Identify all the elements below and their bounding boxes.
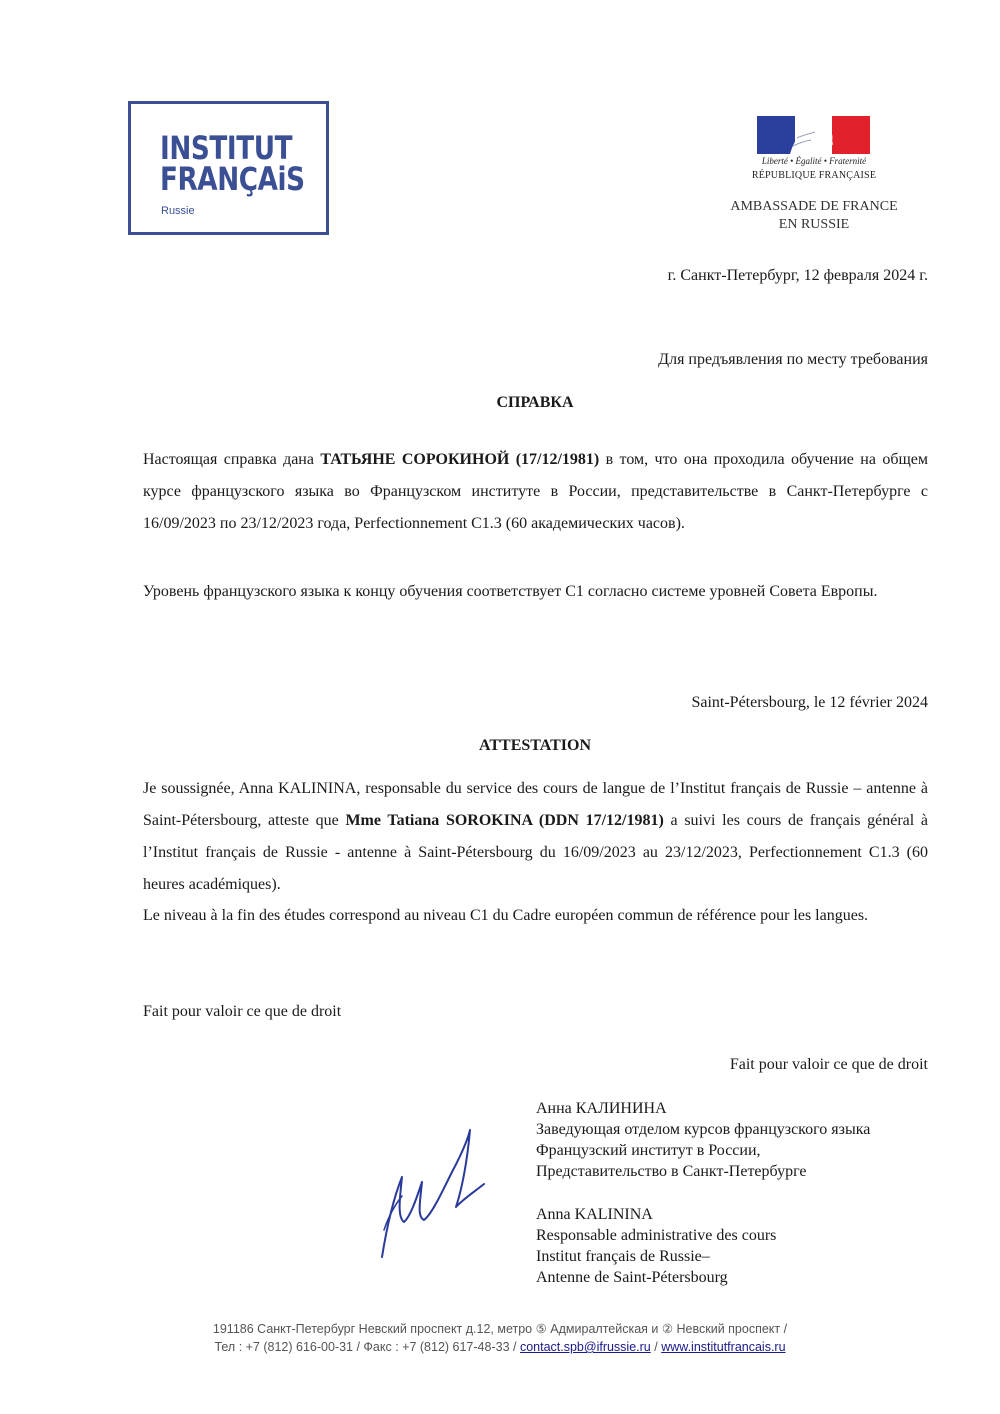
ru-title: СПРАВКА — [496, 394, 574, 411]
footer-separator: / — [650, 1340, 662, 1354]
signatory-fr-name: Anna KALININA — [536, 1206, 653, 1223]
signatory-ru-name: Анна КАЛИНИНА — [536, 1100, 667, 1117]
signatory-ru-branch: Представительство в Санкт-Петербурге — [536, 1163, 807, 1180]
footer-website-link[interactable]: www.institutfrancais.ru — [661, 1340, 786, 1354]
marianne-emblem-icon — [757, 116, 870, 154]
ru-paragraph-2: Уровень французского языка к концу обучения соответствует С1 согласно системе уровней Совета Европы. — [143, 583, 878, 600]
closing-left: Fait pour valoir ce que de droit — [143, 1003, 342, 1020]
ru-para1-pre: Настоящая справка дана — [143, 451, 321, 468]
fr-para1-pre: Je soussignée, Anna KALININA, responsable du service des cours de langue de l’Institut français de Russie – antenne à Saint-Pétersbourg, atteste que — [143, 780, 928, 829]
signatory-ru-role: Заведующая отделом курсов французского языка — [536, 1121, 871, 1138]
signatory-ru — [536, 1098, 870, 1182]
signatory-fr-role: Responsable administrative des cours — [536, 1227, 777, 1244]
fr-para1-post: a suivi les cours de français général à l’Institut français de Russie - antenne à Saint-Pétersbourg du 16/09/2023 au 23/12/2023, Perfectionnement C1.3 (60 heures académiques). — [143, 812, 929, 893]
footer-phone-fax: Тел : +7 (812) 616-00-31 / Факс : +7 (812) 617-48-33 / — [214, 1340, 520, 1354]
signatory-fr-branch: Antenne de Saint-Pétersbourg — [536, 1269, 728, 1286]
ru-paragraph-1 — [143, 444, 928, 540]
institut-francais-logo — [128, 101, 329, 235]
signatory-ru-org: Французский институт в России, — [536, 1142, 761, 1159]
fr-paragraph-2: Le niveau à la fin des études correspond au niveau C1 du Cadre européen commun de référence pour les langues. — [143, 907, 869, 924]
footer-email-link[interactable]: contact.spb@ifrussie.ru — [519, 1340, 651, 1354]
embassy-line1: AMBASSADE DE FRANCE — [730, 199, 898, 214]
logo-sub: Russie — [161, 205, 195, 217]
ru-addressee: Для предъявления по месту требования — [658, 351, 928, 368]
republic-motto: Liberté • Égalité • Fraternité — [761, 156, 867, 166]
fr-student-name: Mme Tatiana SOROKINA (DDN 17/12/1981) — [345, 812, 664, 829]
fr-place-date: Saint-Pétersbourg, le 12 février 2024 — [691, 694, 928, 711]
logo-line2: FRANÇAiS — [160, 160, 305, 198]
embassy-name — [700, 198, 928, 234]
fr-paragraph-1 — [143, 773, 928, 901]
ru-student-name: ТАТЬЯНЕ СОРОКИНОЙ (17/12/1981) — [320, 451, 600, 468]
handwritten-signature — [372, 1122, 492, 1262]
closing-right: Fait pour valoir ce que de droit — [729, 1056, 928, 1073]
embassy-line2: EN RUSSIE — [778, 217, 850, 232]
footer-address: 191186 Санкт-Петербург Невский проспект д.12, метро ⑤ Адмиралтейская и ② Невский проспект / — [212, 1322, 788, 1336]
footer-contacts — [0, 1338, 1000, 1356]
logo-line1: INSTITUT — [160, 129, 293, 167]
ru-para1-post: в том, что она проходила обучение на общем курсе французского языка во Французском институте в России, представительстве в Санкт-Петербурге с 16/09/2023 по 23/12/2023 года, Perfectionnement C1.3 (60 академических часов). — [143, 451, 929, 532]
signatory-fr-org: Institut français de Russie– — [536, 1248, 710, 1265]
fr-title: ATTESTATION — [478, 737, 592, 754]
signatory-fr — [536, 1204, 776, 1288]
republic-name: RÉPUBLIQUE FRANÇAISE — [751, 170, 877, 181]
ru-place-date: г. Санкт-Петербург, 12 февраля 2024 г. — [667, 267, 928, 284]
